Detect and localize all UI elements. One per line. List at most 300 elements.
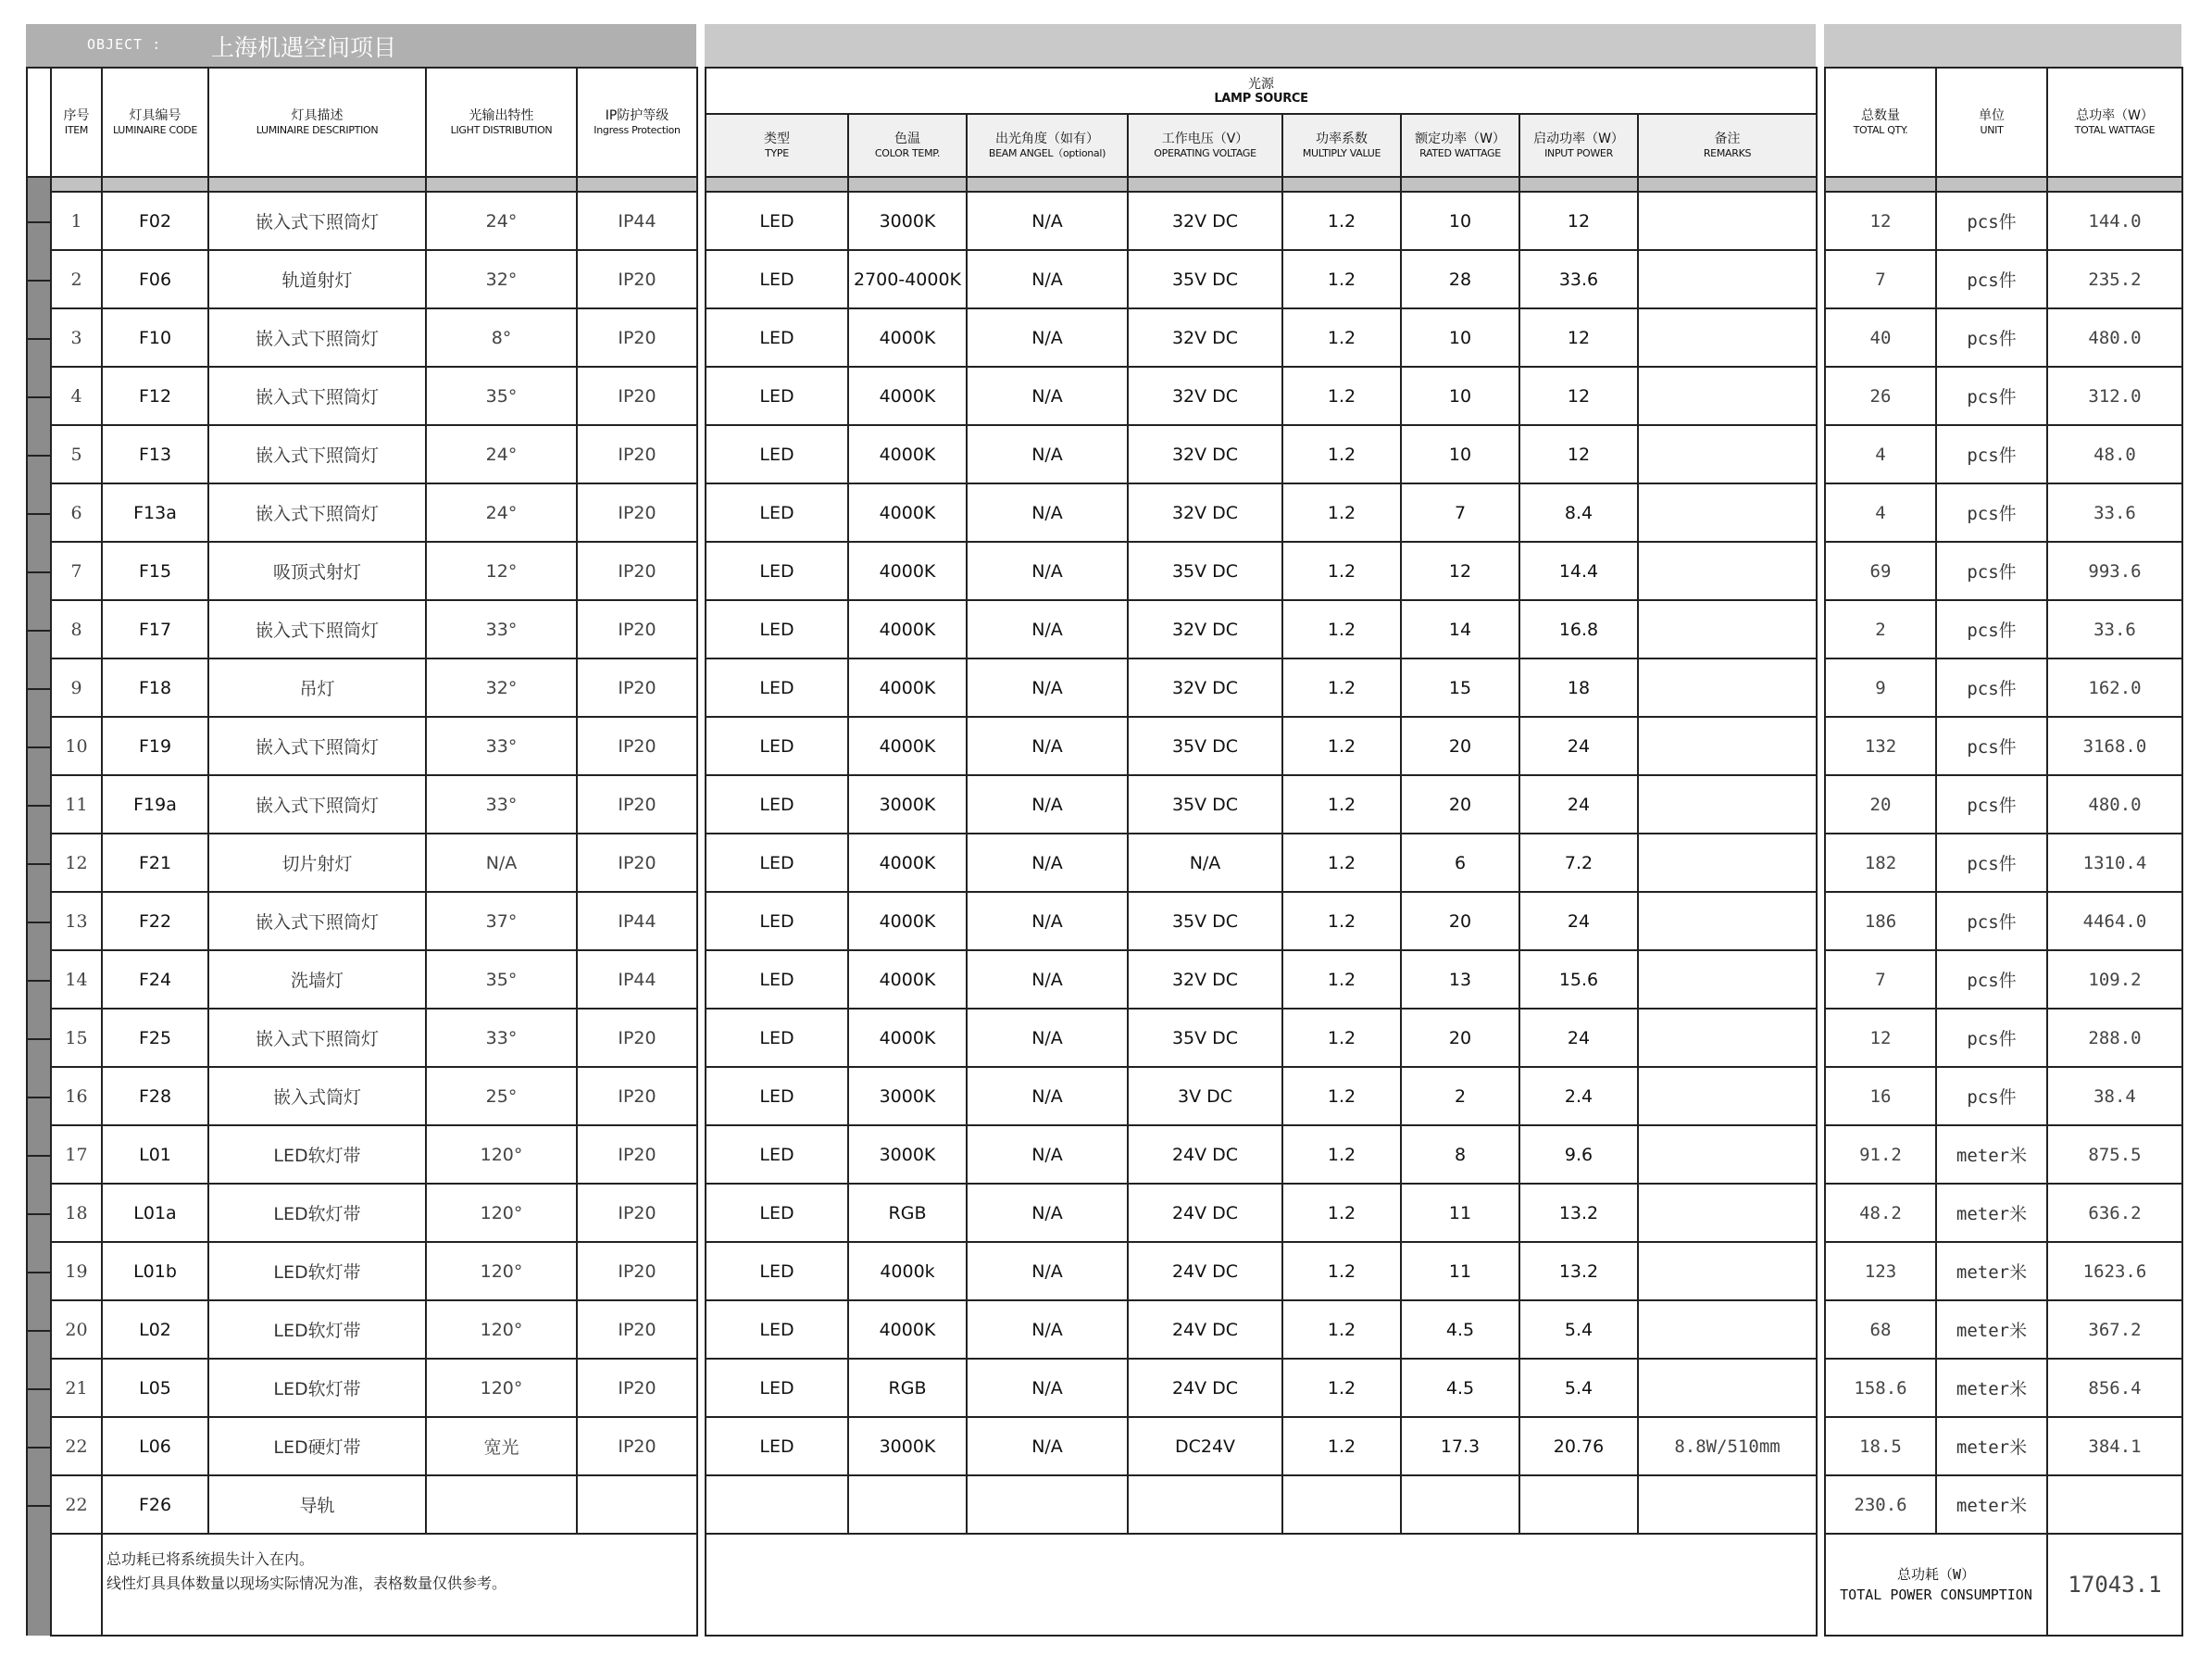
table-row: [27, 542, 697, 600]
unit-cell: meter米: [1936, 1242, 2047, 1300]
type-cell: LED: [706, 1242, 848, 1300]
dist-cell: 24°: [426, 483, 577, 542]
input-cell: 18: [1519, 658, 1638, 717]
ip-cell: IP20: [577, 367, 697, 425]
unit-cell: pcs件: [1936, 1067, 2047, 1125]
qty-cell: 68: [1825, 1300, 1936, 1359]
remarks-cell: [1638, 1009, 1817, 1067]
dist-cell: N/A: [426, 834, 577, 892]
col-beam: 出光角度（如有） BEAM ANGEL（optional): [967, 114, 1128, 177]
table-row: [1825, 1009, 2182, 1067]
beam-cell: N/A: [967, 1009, 1128, 1067]
desc-cell: 嵌入式下照筒灯: [208, 425, 426, 483]
table-row: [1825, 775, 2182, 834]
table-row: [706, 1184, 1817, 1242]
rated-cell: 10: [1401, 308, 1519, 367]
table-row: [1825, 658, 2182, 717]
ip-cell: IP20: [577, 1359, 697, 1417]
beam-cell: N/A: [967, 425, 1128, 483]
rated-cell: 10: [1401, 425, 1519, 483]
volt-cell: DC24V: [1128, 1417, 1282, 1475]
mult-cell: 1.2: [1282, 717, 1401, 775]
ip-cell: IP44: [577, 192, 697, 250]
qty-cell: 40: [1825, 308, 1936, 367]
dist-cell: 37°: [426, 892, 577, 950]
desc-cell: 嵌入式筒灯: [208, 1067, 426, 1125]
table-row: [706, 1359, 1817, 1417]
unit-cell: meter米: [1936, 1184, 2047, 1242]
ip-cell: IP20: [577, 834, 697, 892]
table-row: [1825, 1067, 2182, 1125]
item-cell: 10: [51, 717, 102, 775]
total-cell: 4464.0: [2047, 892, 2182, 950]
temp-cell: 4000K: [848, 600, 967, 658]
table-row: [706, 658, 1817, 717]
table-row: [706, 950, 1817, 1009]
table-row: [706, 1067, 1817, 1125]
temp-cell: 2700-4000K: [848, 250, 967, 308]
source-header-bar: [705, 24, 1816, 69]
quantity-panel: [1824, 24, 2181, 1641]
ip-cell: IP20: [577, 1300, 697, 1359]
dist-cell: 8°: [426, 308, 577, 367]
remarks-cell: [1638, 1125, 1817, 1184]
type-cell: LED: [706, 308, 848, 367]
type-cell: LED: [706, 483, 848, 542]
total-cell: 993.6: [2047, 542, 2182, 600]
beam-cell: N/A: [967, 717, 1128, 775]
row-tick-mark: [28, 338, 51, 340]
input-cell: 2.4: [1519, 1067, 1638, 1125]
table-row: [27, 1242, 697, 1300]
table-row: [1825, 1300, 2182, 1359]
total-cell: 636.2: [2047, 1184, 2182, 1242]
side-strip: [27, 68, 51, 177]
row-tick: [27, 483, 51, 542]
ip-cell: IP44: [577, 950, 697, 1009]
object-value: 上海机遇空间项目: [211, 34, 397, 61]
unit-cell: pcs件: [1936, 367, 2047, 425]
mult-cell: 1.2: [1282, 367, 1401, 425]
temp-cell: 4000K: [848, 1009, 967, 1067]
qty-cell: 9: [1825, 658, 1936, 717]
table-row: [27, 950, 697, 1009]
temp-cell: 4000K: [848, 1300, 967, 1359]
rated-cell: 10: [1401, 192, 1519, 250]
temp-cell: 4000K: [848, 950, 967, 1009]
row-tick: [27, 1184, 51, 1242]
qty-cell: 123: [1825, 1242, 1936, 1300]
remarks-cell: [1638, 1300, 1817, 1359]
table-row: [1825, 892, 2182, 950]
rated-cell: 4.5: [1401, 1300, 1519, 1359]
row-tick-mark: [28, 1097, 51, 1098]
row-tick-mark: [28, 1038, 51, 1040]
volt-cell: 32V DC: [1128, 483, 1282, 542]
unit-cell: pcs件: [1936, 250, 2047, 308]
table-row: [27, 1184, 697, 1242]
volt-cell: 24V DC: [1128, 1125, 1282, 1184]
note-line: 线性灯具具体数量以现场实际情况为准，表格数量仅供参考。: [106, 1574, 507, 1592]
code-cell: F18: [102, 658, 208, 717]
beam-cell: N/A: [967, 1242, 1128, 1300]
col-input: 启动功率（W） INPUT POWER: [1519, 114, 1638, 177]
row-tick: [27, 1125, 51, 1184]
beam-cell: N/A: [967, 367, 1128, 425]
table-row: [706, 1125, 1817, 1184]
remarks-cell: [1638, 1242, 1817, 1300]
temp-cell: 3000K: [848, 1125, 967, 1184]
item-cell: 22: [51, 1417, 102, 1475]
table-row: [27, 1009, 697, 1067]
desc-cell: 嵌入式下照筒灯: [208, 775, 426, 834]
col-unit: 单位 UNIT: [1936, 68, 2047, 177]
temp-cell: 3000K: [848, 192, 967, 250]
row-tick: [27, 1417, 51, 1475]
desc-cell: 嵌入式下照筒灯: [208, 600, 426, 658]
type-cell: LED: [706, 600, 848, 658]
volt-cell: 35V DC: [1128, 1009, 1282, 1067]
type-cell: LED: [706, 1009, 848, 1067]
dist-cell: 33°: [426, 717, 577, 775]
code-cell: L01b: [102, 1242, 208, 1300]
input-cell: 12: [1519, 425, 1638, 483]
temp-cell: 4000K: [848, 542, 967, 600]
type-cell: LED: [706, 950, 848, 1009]
qty-cell: 7: [1825, 950, 1936, 1009]
temp-cell: 4000k: [848, 1242, 967, 1300]
table-row: [27, 1417, 697, 1475]
row-tick-mark: [28, 1505, 51, 1507]
mult-cell: 1.2: [1282, 1125, 1401, 1184]
item-cell: 8: [51, 600, 102, 658]
input-cell: 33.6: [1519, 250, 1638, 308]
dist-cell: 24°: [426, 425, 577, 483]
mult-cell: [1282, 1475, 1401, 1534]
volt-cell: 32V DC: [1128, 425, 1282, 483]
unit-cell: meter米: [1936, 1475, 2047, 1534]
rated-cell: 6: [1401, 834, 1519, 892]
table-row: [706, 1242, 1817, 1300]
input-cell: 24: [1519, 892, 1638, 950]
code-cell: F02: [102, 192, 208, 250]
desc-cell: LED软灯带: [208, 1184, 426, 1242]
type-cell: LED: [706, 425, 848, 483]
total-cell: 1623.6: [2047, 1242, 2182, 1300]
desc-cell: 嵌入式下照筒灯: [208, 892, 426, 950]
qty-cell: 7: [1825, 250, 1936, 308]
temp-cell: 4000K: [848, 658, 967, 717]
mult-cell: 1.2: [1282, 775, 1401, 834]
notes: [102, 1534, 697, 1636]
temp-cell: [848, 1475, 967, 1534]
row-tick-mark: [28, 280, 51, 282]
table-row: [27, 1475, 697, 1534]
remarks-cell: [1638, 892, 1817, 950]
rated-cell: 15: [1401, 658, 1519, 717]
code-cell: F19a: [102, 775, 208, 834]
dist-cell: 33°: [426, 600, 577, 658]
table-row: [1825, 542, 2182, 600]
table-row: [1825, 367, 2182, 425]
qty-cell: 91.2: [1825, 1125, 1936, 1184]
qty-cell: 48.2: [1825, 1184, 1936, 1242]
type-cell: [706, 1475, 848, 1534]
dist-cell: 25°: [426, 1067, 577, 1125]
row-tick-mark: [28, 1272, 51, 1273]
row-tick-mark: [28, 1155, 51, 1157]
table-row: [27, 483, 697, 542]
beam-cell: N/A: [967, 892, 1128, 950]
col-desc: 灯具描述 LUMINAIRE DESCRIPTION: [208, 68, 426, 177]
row-tick-mark: [28, 221, 51, 223]
desc-cell: LED软灯带: [208, 1242, 426, 1300]
qty-cell: 182: [1825, 834, 1936, 892]
row-tick: [27, 717, 51, 775]
temp-cell: 4000K: [848, 308, 967, 367]
table-row: [27, 892, 697, 950]
desc-cell: 轨道射灯: [208, 250, 426, 308]
remarks-cell: [1638, 425, 1817, 483]
mult-cell: 1.2: [1282, 192, 1401, 250]
col-mult: 功率系数 MULTIPLY VALUE: [1282, 114, 1401, 177]
row-tick: [27, 1009, 51, 1067]
table-row: [27, 1125, 697, 1184]
table-row: [27, 717, 697, 775]
type-cell: LED: [706, 1359, 848, 1417]
item-cell: 20: [51, 1300, 102, 1359]
ip-cell: IP20: [577, 308, 697, 367]
mult-cell: 1.2: [1282, 1359, 1401, 1417]
volt-cell: 35V DC: [1128, 717, 1282, 775]
table-row: [1825, 1242, 2182, 1300]
total-consumption-label: 总功耗（W） TOTAL POWER CONSUMPTION: [1825, 1534, 2047, 1636]
dist-cell: 35°: [426, 367, 577, 425]
beam-cell: N/A: [967, 600, 1128, 658]
type-cell: LED: [706, 834, 848, 892]
row-tick-mark: [28, 688, 51, 690]
row-tick-mark: [28, 630, 51, 632]
remarks-cell: [1638, 600, 1817, 658]
qty-cell: 26: [1825, 367, 1936, 425]
input-cell: 9.6: [1519, 1125, 1638, 1184]
row-tick-mark: [28, 396, 51, 398]
remarks-cell: [1638, 1067, 1817, 1125]
item-cell: 21: [51, 1359, 102, 1417]
col-code: 灯具编号 LUMINAIRE CODE: [102, 68, 208, 177]
table-row: [1825, 1475, 2182, 1534]
col-rated: 额定功率（W） RATED WATTAGE: [1401, 114, 1519, 177]
code-cell: F17: [102, 600, 208, 658]
lamp-source-header: 光源 LAMP SOURCE: [706, 68, 1817, 114]
desc-cell: 嵌入式下照筒灯: [208, 367, 426, 425]
mult-cell: 1.2: [1282, 658, 1401, 717]
col-item: 序号 ITEM: [51, 68, 102, 177]
beam-cell: N/A: [967, 834, 1128, 892]
temp-cell: 4000K: [848, 483, 967, 542]
mult-cell: 1.2: [1282, 1009, 1401, 1067]
rated-cell: 4.5: [1401, 1359, 1519, 1417]
volt-cell: 32V DC: [1128, 192, 1282, 250]
total-cell: 33.6: [2047, 483, 2182, 542]
ip-cell: IP20: [577, 1417, 697, 1475]
dist-cell: 120°: [426, 1300, 577, 1359]
desc-cell: 导轨: [208, 1475, 426, 1534]
unit-cell: pcs件: [1936, 483, 2047, 542]
item-cell: 17: [51, 1125, 102, 1184]
qty-cell: 4: [1825, 425, 1936, 483]
col-qty: 总数量 TOTAL QTY.: [1825, 68, 1936, 177]
desc-cell: LED硬灯带: [208, 1417, 426, 1475]
row-tick: [27, 1359, 51, 1417]
item-cell: 6: [51, 483, 102, 542]
rated-cell: 20: [1401, 1009, 1519, 1067]
item-cell: 5: [51, 425, 102, 483]
volt-cell: 24V DC: [1128, 1242, 1282, 1300]
ip-cell: IP20: [577, 658, 697, 717]
dist-cell: 35°: [426, 950, 577, 1009]
item-cell: 9: [51, 658, 102, 717]
row-tick-mark: [28, 980, 51, 982]
table-row: [706, 600, 1817, 658]
row-tick: [27, 1067, 51, 1125]
type-cell: LED: [706, 892, 848, 950]
object-bar: [26, 24, 696, 69]
lamp-source-table: [705, 67, 1818, 1637]
rated-cell: 28: [1401, 250, 1519, 308]
ip-cell: IP20: [577, 1242, 697, 1300]
unit-cell: pcs件: [1936, 308, 2047, 367]
rated-cell: 10: [1401, 367, 1519, 425]
mult-cell: 1.2: [1282, 308, 1401, 367]
code-cell: L01a: [102, 1184, 208, 1242]
dist-cell: 宽光: [426, 1417, 577, 1475]
desc-cell: 吸顶式射灯: [208, 542, 426, 600]
remarks-cell: [1638, 367, 1817, 425]
beam-cell: N/A: [967, 1067, 1128, 1125]
input-cell: 13.2: [1519, 1242, 1638, 1300]
total-cell: 109.2: [2047, 950, 2182, 1009]
beam-cell: N/A: [967, 192, 1128, 250]
type-cell: LED: [706, 367, 848, 425]
quantity-header-bar: [1824, 24, 2181, 69]
qty-cell: 2: [1825, 600, 1936, 658]
input-cell: 24: [1519, 717, 1638, 775]
row-tick-mark: [28, 571, 51, 573]
table-row: [1825, 1184, 2182, 1242]
code-cell: F10: [102, 308, 208, 367]
ip-cell: IP20: [577, 600, 697, 658]
table-row: [1825, 192, 2182, 250]
code-cell: F13a: [102, 483, 208, 542]
qty-cell: 18.5: [1825, 1417, 1936, 1475]
remarks-cell: [1638, 717, 1817, 775]
table-row: [1825, 250, 2182, 308]
qty-cell: 69: [1825, 542, 1936, 600]
input-cell: 12: [1519, 367, 1638, 425]
unit-cell: pcs件: [1936, 542, 2047, 600]
input-cell: 13.2: [1519, 1184, 1638, 1242]
dist-cell: 32°: [426, 658, 577, 717]
input-cell: 5.4: [1519, 1359, 1638, 1417]
item-cell: 1: [51, 192, 102, 250]
ip-cell: IP20: [577, 542, 697, 600]
code-cell: L05: [102, 1359, 208, 1417]
code-cell: L02: [102, 1300, 208, 1359]
luminaire-panel: [26, 24, 696, 1641]
table-row: [706, 717, 1817, 775]
table-row: [27, 600, 697, 658]
dist-cell: 120°: [426, 1242, 577, 1300]
ip-cell: IP20: [577, 425, 697, 483]
input-cell: 24: [1519, 1009, 1638, 1067]
total-cell: 235.2: [2047, 250, 2182, 308]
mult-cell: 1.2: [1282, 950, 1401, 1009]
table-row: [27, 658, 697, 717]
dist-cell: 120°: [426, 1184, 577, 1242]
total-consumption-value: 17043.1: [2047, 1534, 2182, 1636]
rated-cell: 14: [1401, 600, 1519, 658]
remarks-cell: [1638, 834, 1817, 892]
dist-cell: [426, 1475, 577, 1534]
rated-cell: 17.3: [1401, 1417, 1519, 1475]
beam-cell: N/A: [967, 1125, 1128, 1184]
mult-cell: 1.2: [1282, 483, 1401, 542]
remarks-cell: [1638, 775, 1817, 834]
ip-cell: [577, 1475, 697, 1534]
beam-cell: N/A: [967, 775, 1128, 834]
qty-cell: 20: [1825, 775, 1936, 834]
qty-cell: 132: [1825, 717, 1936, 775]
dist-cell: 120°: [426, 1359, 577, 1417]
row-tick: [27, 425, 51, 483]
code-cell: L01: [102, 1125, 208, 1184]
item-cell: 22: [51, 1475, 102, 1534]
table-row: [27, 192, 697, 250]
unit-cell: pcs件: [1936, 425, 2047, 483]
code-cell: F22: [102, 892, 208, 950]
volt-cell: 24V DC: [1128, 1359, 1282, 1417]
remarks-cell: [1638, 308, 1817, 367]
input-cell: 14.4: [1519, 542, 1638, 600]
mult-cell: 1.2: [1282, 1184, 1401, 1242]
ip-cell: IP20: [577, 483, 697, 542]
type-cell: LED: [706, 542, 848, 600]
table-row: [1825, 483, 2182, 542]
input-cell: 24: [1519, 775, 1638, 834]
beam-cell: N/A: [967, 1300, 1128, 1359]
mult-cell: 1.2: [1282, 1067, 1401, 1125]
unit-cell: meter米: [1936, 1359, 2047, 1417]
type-cell: LED: [706, 250, 848, 308]
col-ip: IP防护等级 Ingress Protection: [577, 68, 697, 177]
table-row: [27, 250, 697, 308]
table-row: [1825, 950, 2182, 1009]
type-cell: LED: [706, 775, 848, 834]
item-cell: 11: [51, 775, 102, 834]
object-label: OBJECT :: [87, 36, 162, 53]
temp-cell: 3000K: [848, 1067, 967, 1125]
temp-cell: 4000K: [848, 834, 967, 892]
volt-cell: 32V DC: [1128, 658, 1282, 717]
col-volt: 工作电压（V） OPERATING VOLTAGE: [1128, 114, 1282, 177]
input-cell: 15.6: [1519, 950, 1638, 1009]
input-cell: 12: [1519, 192, 1638, 250]
dist-cell: 32°: [426, 250, 577, 308]
item-cell: 16: [51, 1067, 102, 1125]
row-tick: [27, 192, 51, 250]
remarks-cell: [1638, 250, 1817, 308]
